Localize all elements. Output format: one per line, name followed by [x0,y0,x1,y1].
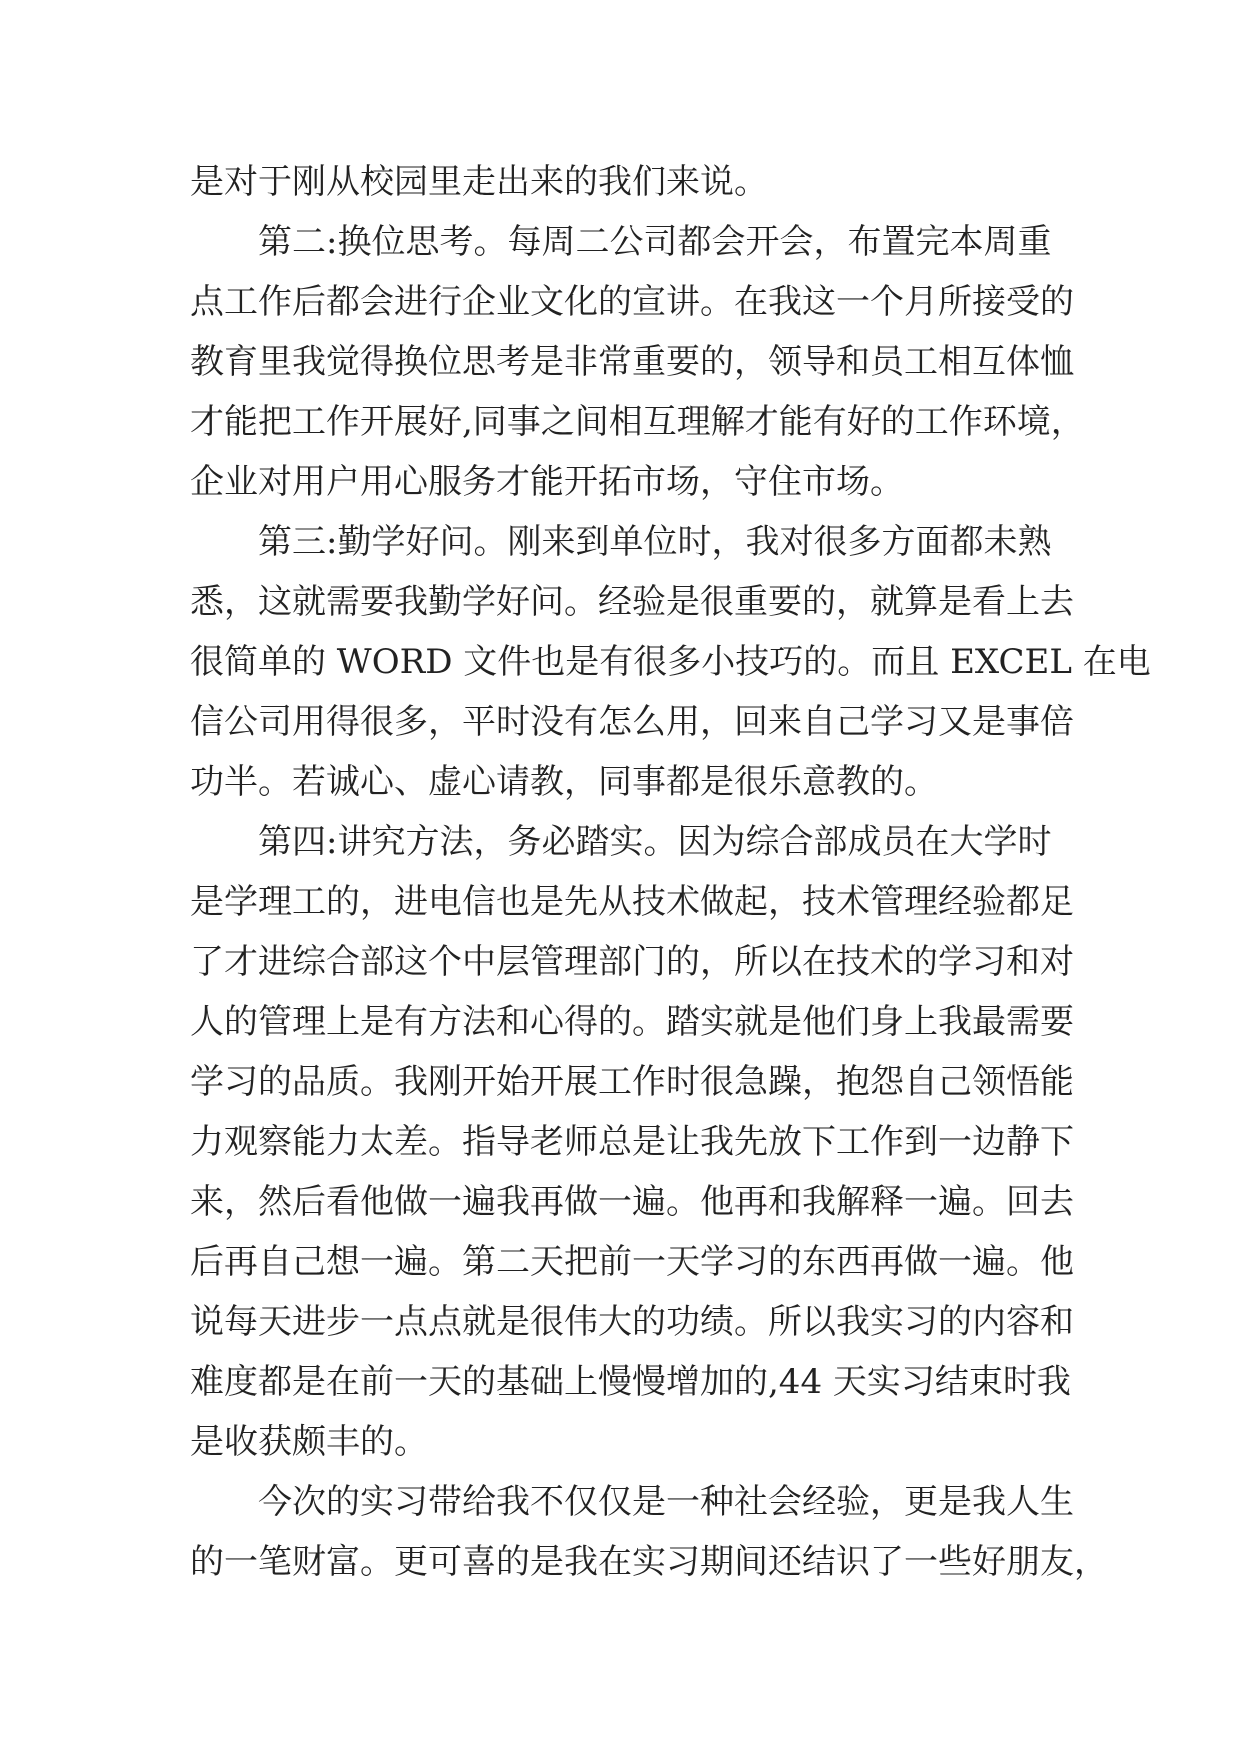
paragraph-line: 才能把工作开展好,同事之间相互理解才能有好的工作环境， [190,402,1085,442]
paragraph-line: 第四:讲究方法，务必踏实。因为综合部成员在大学时 [258,822,1052,862]
paragraph-line: 教育里我觉得换位思考是非常重要的，领导和员工相互体恤 [190,342,1074,382]
paragraph-line: 来，然后看他做一遍我再做一遍。他再和我解释一遍。回去 [190,1182,1074,1222]
paragraph-line: 企业对用户用心服务才能开拓市场，守住市场。 [190,462,904,502]
paragraph-line: 的一笔财富。更可喜的是我在实习期间还结识了一些好朋友， [190,1542,1108,1582]
paragraph-line: 信公司用得很多，平时没有怎么用，回来自己学习又是事倍 [190,702,1074,742]
paragraph-line: 第三:勤学好问。刚来到单位时，我对很多方面都未熟 [258,522,1052,562]
paragraph-line: 是学理工的，进电信也是先从技术做起，技术管理经验都足 [190,882,1074,922]
paragraph-line: 悉，这就需要我勤学好问。经验是很重要的，就算是看上去 [190,582,1074,622]
document-body [190,152,1151,1592]
paragraph-line: 学习的品质。我刚开始开展工作时很急躁，抱怨自己领悟能 [190,1062,1074,1102]
paragraph-line: 了才进综合部这个中层管理部门的，所以在技术的学习和对 [190,942,1074,982]
paragraph-line: 功半。若诚心、虚心请教，同事都是很乐意教的。 [190,762,938,802]
paragraph-line: 是对于刚从校园里走出来的我们来说。 [190,162,768,202]
paragraph-line: 很简单的 WORD 文件也是有很多小技巧的。而且 EXCEL 在电 [190,642,1151,682]
paragraph-line: 难度都是在前一天的基础上慢慢增加的,44 天实习结束时我 [190,1362,1071,1402]
paragraph-line: 第二:换位思考。每周二公司都会开会，布置完本周重 [258,222,1052,262]
paragraph-line: 是收获颇丰的。 [190,1422,428,1462]
paragraph-line: 力观察能力太差。指导老师总是让我先放下工作到一边静下 [190,1122,1074,1162]
paragraph-line: 后再自己想一遍。第二天把前一天学习的东西再做一遍。他 [190,1242,1074,1282]
paragraph-line: 点工作后都会进行企业文化的宣讲。在我这一个月所接受的 [190,282,1074,322]
paragraph-line: 今次的实习带给我不仅仅是一种社会经验，更是我人生 [258,1482,1074,1522]
paragraph-line: 人的管理上是有方法和心得的。踏实就是他们身上我最需要 [190,1002,1074,1042]
paragraph-line: 说每天进步一点点就是很伟大的功绩。所以我实习的内容和 [190,1302,1074,1342]
